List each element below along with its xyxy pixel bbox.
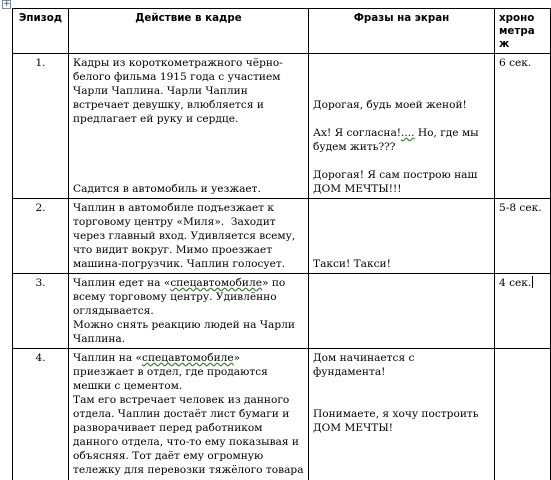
spacer	[313, 56, 490, 98]
chrono-cell[interactable]: 5-8 сек.	[495, 199, 551, 274]
episode-number-cell[interactable]: 4.	[13, 349, 69, 480]
phrase-text: Дорогая! Я сам построю наш ДОМ МЕЧТЫ!!!	[313, 169, 481, 195]
header-row	[13, 9, 551, 54]
script-table	[12, 8, 551, 480]
chrono-cell[interactable]	[495, 349, 551, 480]
episode-number-cell[interactable]: 1.	[13, 54, 69, 199]
text-cursor	[532, 276, 533, 288]
phrases-cell[interactable]	[309, 54, 495, 199]
action-text: Садится в автомобиль и уезжает.	[73, 183, 261, 195]
spacer	[313, 112, 490, 126]
action-text: Кадры из короткометражного чёрно-белого фильма 1915 года с участием Чарли Чаплина. Чарли Чаплин встречает девушку, влюбляется и предлагает ей руку и сердце.	[73, 57, 284, 125]
table-row	[13, 54, 551, 199]
action-cell[interactable]	[69, 54, 309, 199]
action-text: Можно снять реакцию людей на Чарли Чаплина.	[73, 319, 299, 345]
chrono-cell[interactable]: 6 сек.	[495, 54, 551, 199]
header-chrono-label: хроно метра ж	[499, 12, 535, 50]
action-text: Там его встречает человек из данного отдела. Чаплин достаёт лист бумаги и разворачивает перед работником данного отдела, что-то ему показывая и объясняя. Тот даёт ему огромную тележку для перевозки тяжёлого товара	[73, 394, 304, 476]
phrase-text: Такси! Такси!	[313, 258, 391, 270]
header-chrono[interactable]	[495, 9, 551, 54]
episode-number-cell[interactable]: 2.	[13, 199, 69, 274]
header-episode[interactable]: Эпизод	[13, 9, 69, 54]
action-text: Чаплин в автомобиле подъезжает к торговому центру «Миля». Заходит через главный вход. Удивляется всему, что видит вокруг. Мимо проезжает машина-погрузчик. Чаплин голосует.	[73, 202, 299, 270]
table-row	[13, 349, 551, 480]
phrases-cell[interactable]	[309, 199, 495, 274]
spacer	[313, 379, 490, 407]
phrases-cell[interactable]	[309, 274, 495, 349]
header-action[interactable]: Действие в кадре	[69, 9, 309, 54]
header-phrases[interactable]: Фразы на экран	[309, 9, 495, 54]
spacer	[313, 201, 490, 257]
phrases-cell[interactable]	[309, 349, 495, 480]
phrase-text: Дом начинается с фундамента!	[313, 352, 418, 378]
spacer	[313, 154, 490, 168]
phrase-text: Понимаете, я хочу построить ДОМ МЕЧТЫ!	[313, 408, 482, 434]
table-move-handle[interactable]: +	[3, 0, 11, 9]
chrono-value: 4 сек.	[499, 277, 532, 289]
action-text: Чаплин на «спецавтомобиле» приезжает в отдел, где продаются мешки с цементом.	[73, 352, 272, 392]
table-row	[13, 199, 551, 274]
phrase-text: Дорогая, будь моей женой!	[313, 99, 467, 111]
action-cell[interactable]	[69, 349, 309, 480]
action-cell[interactable]	[69, 274, 309, 349]
action-cell[interactable]	[69, 199, 309, 274]
spacer	[73, 126, 304, 182]
table-row	[13, 274, 551, 349]
chrono-cell[interactable]	[495, 274, 551, 349]
action-text: Чаплин едет на «спецавтомобиле» по всему торговому центру. Удивлённо оглядывается.	[73, 277, 289, 317]
phrase-text: Ах! Я согласна!.... Но, где мы будем жить???	[313, 127, 482, 153]
episode-number-cell[interactable]: 3.	[13, 274, 69, 349]
